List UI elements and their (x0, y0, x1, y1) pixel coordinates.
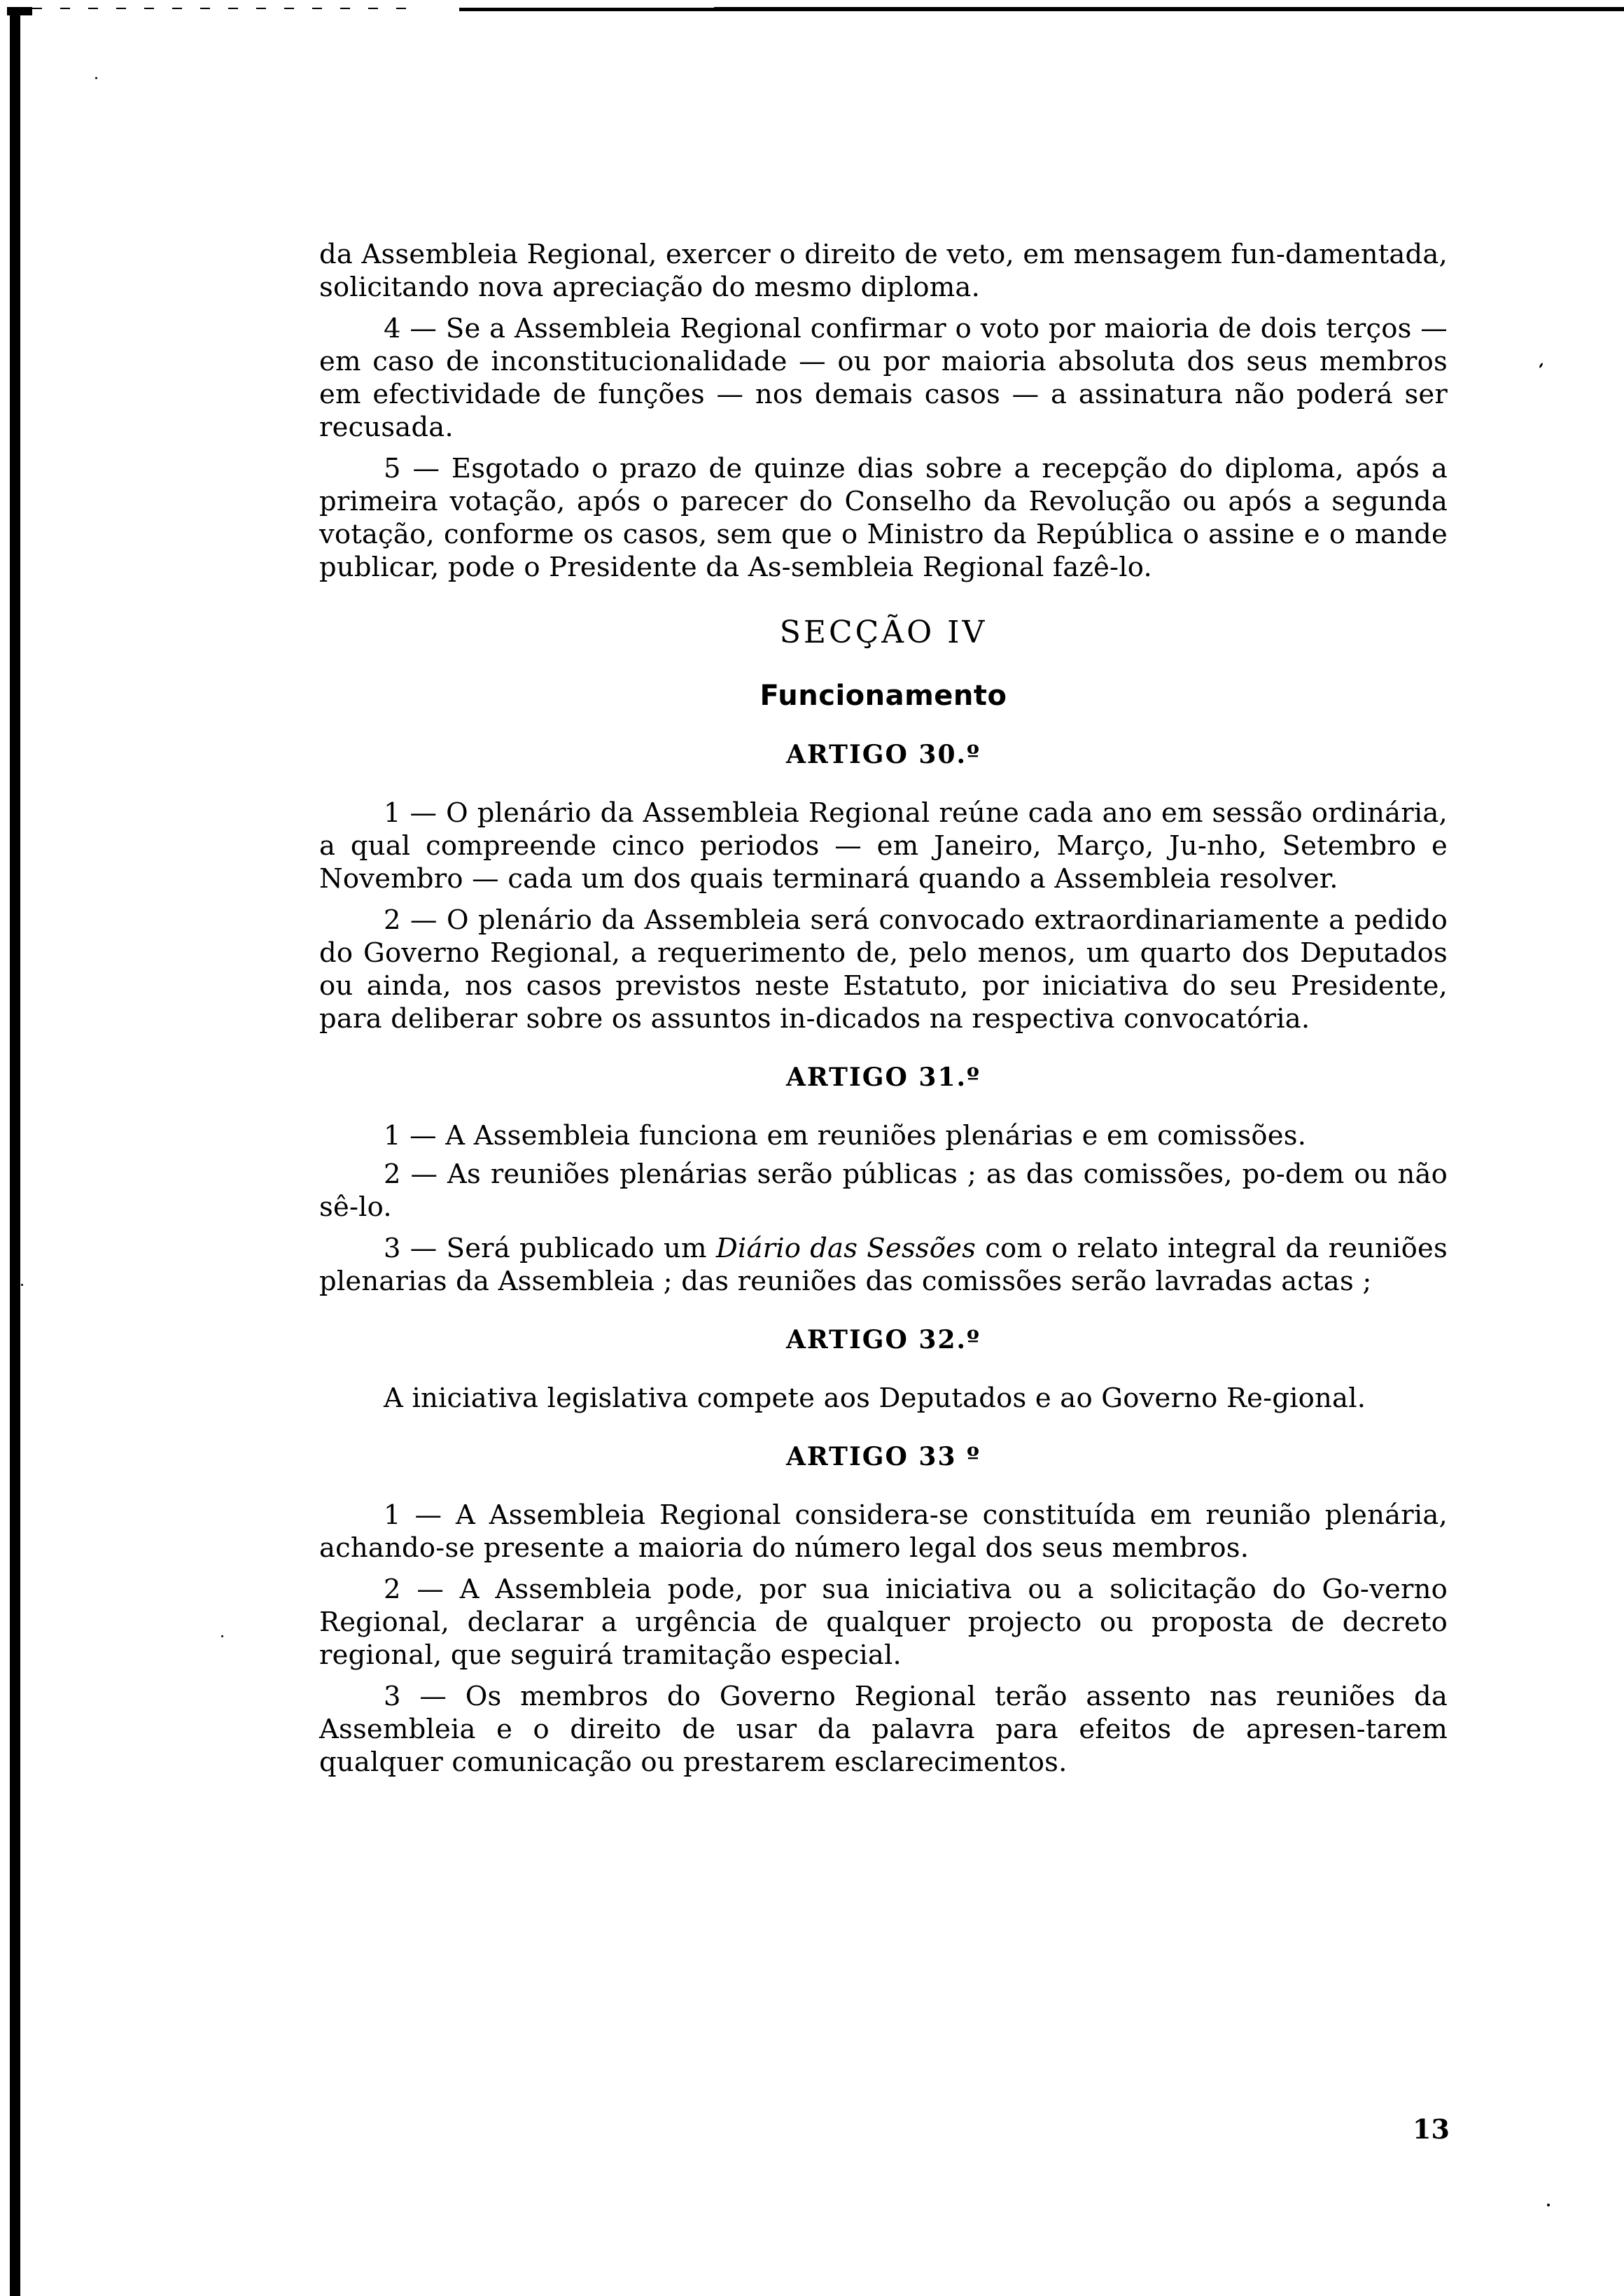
scan-speck (95, 77, 97, 79)
article-title: ARTIGO 31.º (785, 1063, 981, 1092)
article-paragraph: 3 — Os membros do Governo Regional terão assento nas reuniões da Assembleia e o direito de usar da palavra para efeitos de apresen-tarem qualquer comunicação ou prestarem esclarecimentos. (319, 1681, 1448, 1778)
scan-speck (21, 1284, 23, 1286)
article-paragraph: 1 — A Assembleia funciona em reuniões plenárias e em comissões. (384, 1120, 1307, 1152)
article-paragraph: 2 — O plenário da Assembleia será convocado extraordinariamente a pedido do Governo Regional, a requerimento de, pelo menos, um quarto dos Deputados ou ainda, nos casos previstos neste Estatuto, por iniciativa do seu Presidente, para deliberar sobre os assuntos in-dicados na respectiva convocatória. (319, 904, 1448, 1035)
scan-border-top-dashed (32, 8, 410, 9)
article-title: ARTIGO 32.º (785, 1325, 981, 1354)
publication-title-italic: Diário das Sessões (715, 1233, 976, 1264)
scan-border-top-thin (714, 7, 1624, 9)
paragraph-4: 4 — Se a Assembleia Regional confirmar o voto por maioria de dois terços — em caso de inconstitucionalidade — ou por maioria absoluta dos seus membros em efectividade de funções — nos demais casos — a assinatura não poderá ser recusada. (319, 313, 1448, 443)
scan-speck (1539, 363, 1544, 368)
article-title: ARTIGO 30.º (785, 740, 981, 769)
article-33 (319, 1441, 1448, 1779)
paragraph-5: 5 — Esgotado o prazo de quinze dias sobre a recepção do diploma, após a primeira votação, após o parecer do Conselho da Revolução ou após a segunda votação, conforme os casos, sem que o Ministro da República o assine e o mande publicar, pode o Presidente da As-sembleia Regional fazê-lo. (319, 453, 1448, 583)
scan-border-left (10, 8, 20, 2296)
scan-speck (1547, 2204, 1550, 2206)
document-page (319, 238, 1448, 1787)
article-paragraph: 2 — As reuniões plenárias serão públicas ; as das comissões, po-dem ou não sê-lo. (319, 1158, 1448, 1223)
paragraph-text: 3 — Será publicado um (384, 1233, 716, 1264)
article-paragraph: 2 — A Assembleia pode, por sua iniciativa ou a solicitação do Go-verno Regional, declarar a urgência de qualquer projecto ou proposta de decreto regional, que seguirá tramitação especial. (319, 1574, 1448, 1671)
section-title: SECÇÃO IV (779, 615, 988, 650)
scan-speck (221, 1635, 223, 1637)
article-paragraph (319, 1232, 1448, 1298)
page-number: 13 (1413, 2113, 1450, 2145)
article-30 (319, 739, 1448, 1035)
section-subtitle: Funcionamento (760, 680, 1007, 712)
article-paragraph: 1 — A Assembleia Regional considera-se constituída em reunião plenária, achando-se presente a maioria do número legal dos seus membros. (319, 1499, 1448, 1564)
article-paragraph: 1 — O plenário da Assembleia Regional reúne cada ano em sessão ordinária, a qual compreende cinco periodos — em Janeiro, Março, Ju-nho, Setembro e Novembro — cada um dos quais terminará quando a Assembleia resolver. (319, 797, 1448, 895)
article-title: ARTIGO 33 º (785, 1442, 981, 1471)
article-32 (319, 1324, 1448, 1415)
paragraph-text: com o relato integral da reuniões plenarias da Assembleia ; das reuniões das comissões serão lavradas actas ; (319, 1233, 1448, 1297)
article-31 (319, 1062, 1448, 1298)
article-paragraph: A iniciativa legislativa compete aos Deputados e ao Governo Re-gional. (384, 1382, 1366, 1414)
continuation-paragraph: da Assembleia Regional, exercer o direito de veto, em mensagem fun-damentada, solicitando nova apreciação do mesmo diploma. (319, 239, 1448, 303)
